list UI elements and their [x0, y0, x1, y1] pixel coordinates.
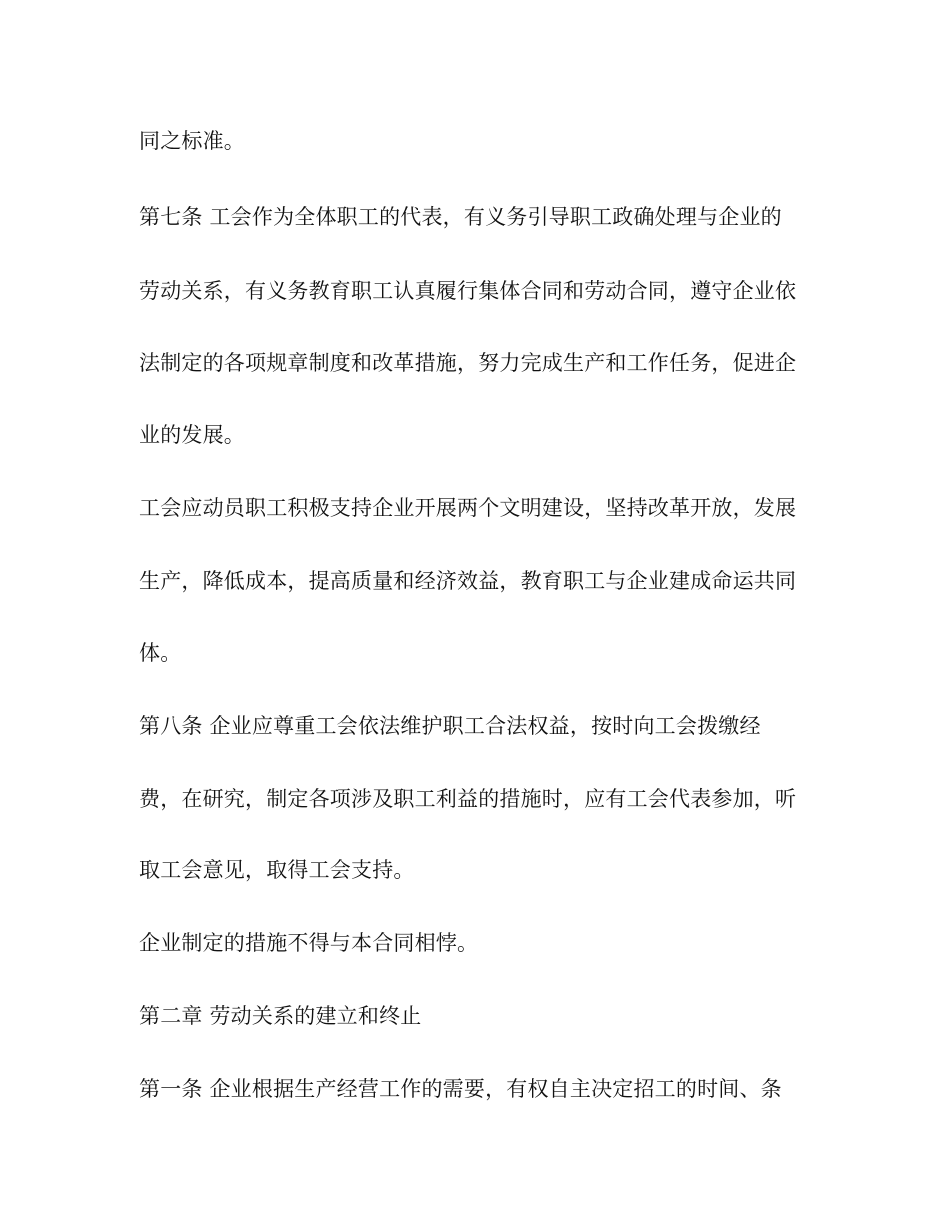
text-line: 同之标准。 [139, 129, 245, 153]
text-line: 取工会意见，取得工会支持。 [139, 858, 415, 882]
text-line: 法制定的各项规章制度和改革措施，努力完成生产和工作任务，促进企 [139, 351, 797, 375]
text-line: 业的发展。 [139, 423, 245, 447]
text-line: 第一条 企业根据生产经营工作的需要，有权自主决定招工的时间、条 [139, 1077, 782, 1101]
chapter-heading: 第二章 劳动关系的建立和终止 [139, 1004, 422, 1028]
text-line: 第七条 工会作为全体职工的代表，有义务引导职工政确处理与企业的 [139, 205, 782, 229]
text-line: 工会应动员职工积极支持企业开展两个文明建设，坚持改革开放，发展 [139, 496, 797, 520]
text-line: 生产，降低成本，提高质量和经济效益，教育职工与企业建成命运共同 [139, 569, 797, 593]
text-line: 体。 [139, 641, 182, 665]
text-line: 企业制定的措施不得与本合同相悖。 [139, 931, 479, 955]
text-line: 劳动关系，有义务教育职工认真履行集体合同和劳动合同，遵守企业依 [139, 279, 797, 303]
text-line: 费，在研究，制定各项涉及职工利益的措施时，应有工会代表参加，听 [139, 787, 797, 811]
text-line: 第八条 企业应尊重工会依法维护职工合法权益，按时向工会拨缴经 [139, 714, 761, 738]
